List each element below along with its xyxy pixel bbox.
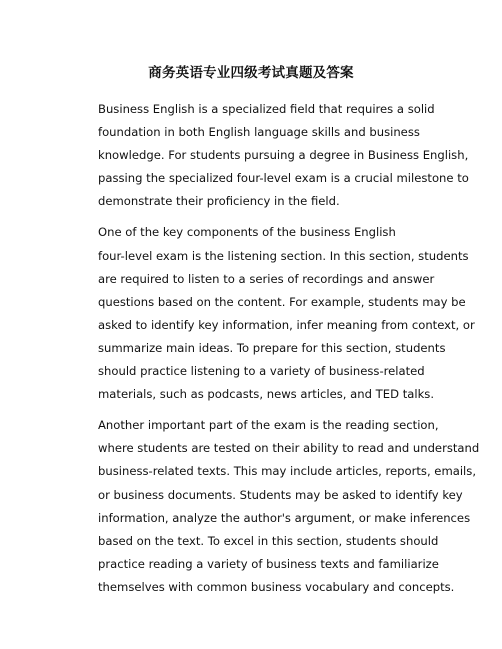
text-line: materials, such as podcasts, news articles, and TED talks. — [98, 387, 435, 402]
text-line: business-related texts. This may include articles, reports, emails, — [98, 464, 477, 479]
text-line: passing the specialized four-level exam is a crucial milestone to — [98, 171, 469, 186]
document-body — [74, 98, 480, 607]
text-line: questions based on the content. For example, students may be — [98, 294, 466, 309]
text-line: Another important part of the exam is the reading section, — [98, 418, 439, 433]
text-line: practice reading a variety of business texts and familiarize — [98, 556, 439, 571]
text-line: are required to listen to a series of recordings and answer — [98, 271, 435, 286]
text-line: where students are tested on their ability to read and understand — [98, 441, 480, 456]
text-line: four-level exam is the listening section. In this section, students — [98, 248, 469, 263]
text-line: or business documents. Students may be asked to identify key — [98, 487, 463, 502]
text-line: based on the text. To excel in this section, students should — [98, 533, 439, 548]
paragraph-intro — [74, 98, 469, 213]
text-line: themselves with common business vocabulary and concepts. — [98, 579, 455, 594]
paragraph-listening — [74, 221, 475, 406]
text-line: information, analyze the author's argument, or make inferences — [98, 510, 471, 525]
document-title: 商务英语专业四级考试真题及答案 — [148, 65, 354, 81]
text-line: foundation in both English language skills and business — [98, 125, 420, 140]
text-line: asked to identify key information, infer meaning from context, or — [98, 317, 475, 332]
text-line: knowledge. For students pursuing a degree in Business English, — [98, 148, 469, 163]
text-line: should practice listening to a variety of business-related — [98, 364, 425, 379]
text-line: One of the key components of the business English — [98, 225, 396, 240]
text-line: demonstrate their proficiency in the field. — [98, 194, 340, 209]
text-line: Business English is a specialized field that requires a solid — [98, 102, 435, 116]
text-line: summarize main ideas. To prepare for this section, students — [98, 340, 446, 355]
paragraph-reading — [74, 414, 480, 599]
